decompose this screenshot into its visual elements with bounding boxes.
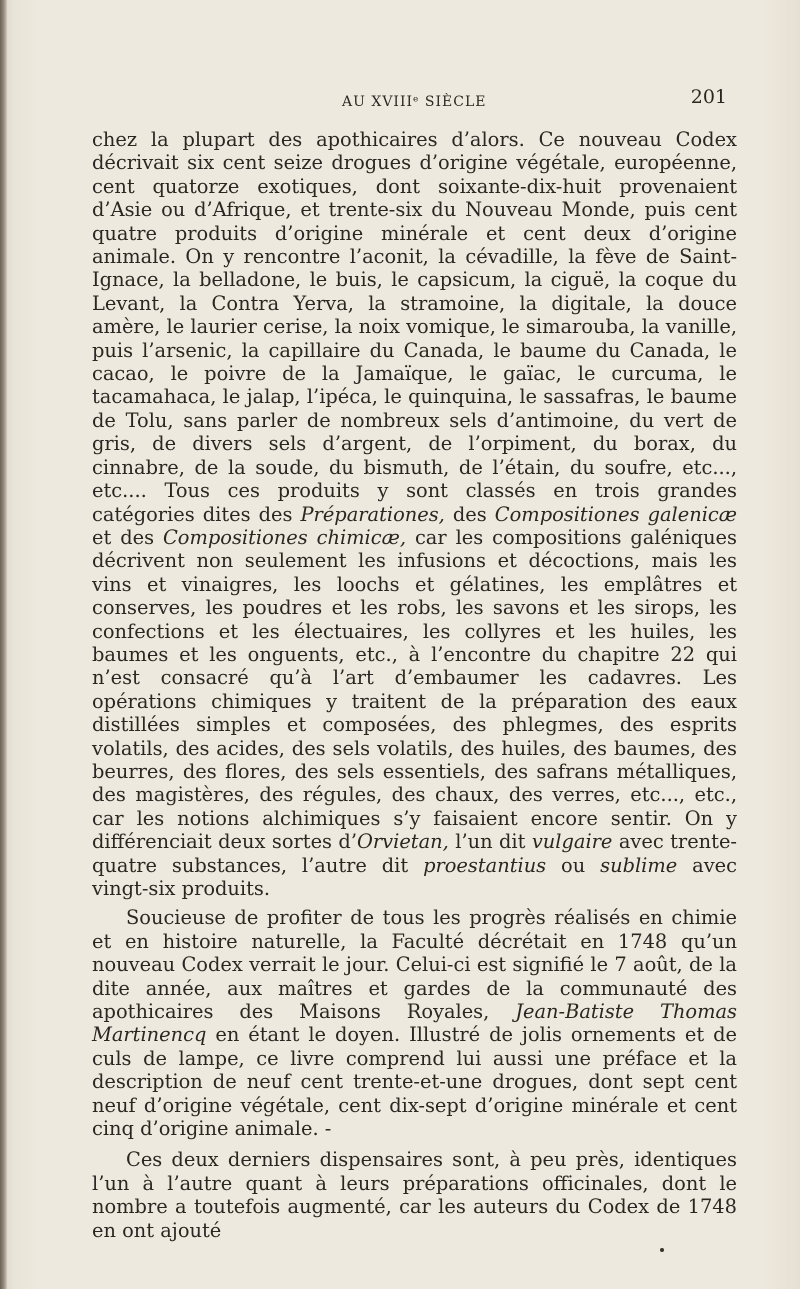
italic-term: Préparationes, <box>300 502 445 526</box>
page-binding-edge <box>0 0 7 1289</box>
text-run: ou <box>546 853 601 877</box>
text-run: avec trente-quatre substances, l’autre dit <box>92 830 737 877</box>
ink-speck <box>660 1248 664 1252</box>
text-run: chez la plupart des apothicaires d’alors. Ce nouveau Codex décrivait six cent seize drogues d’origine végétale, européenne, cent quatorze exotiques, dont soixante-dix-huit provenaient d’Asie ou d’Afrique, et trente-six du Nouveau Monde, puis cent quatre produits d’origine minérale et cent deux d’origine animale. On y rencontre l’aconit, la cévadille, la fève de Saint-Ignace, la belladone, le buis, le capsicum, la ciguë, la coque du Levant, la Contra Yerva, la stramoine, la digitale, la douce amère, le laurier cerise, la noix vomique, le simarouba, la vanille, puis l’arsenic, la capillaire du Canada, le baume du Canada, le cacao, le poivre de la Jamaïque, le gaïac, le curcuma, le tacamahaca, le jalap, l’ipéca, le quinquina, le sassafras, le baume de Tolu, sans parler de nombreux sels d’antimoine, du vert de gris, de divers sels d’argent, de l’orpiment, du borax, du cinnabre, de la soude, du bismuth, de l’étain, du soufre, etc..., etc.... Tous ces produits y sont classés en trois grandes catégories dites des <box>92 128 737 526</box>
italic-term: Compositiones galenicæ <box>494 502 737 526</box>
italic-term: vulgaire <box>531 830 613 854</box>
body-text <box>92 128 737 1242</box>
text-run: avec vingt-six produits. <box>92 853 738 900</box>
text-run: car les compositions galéniques décrivent non seulement les infusions et décoctions, mais les vins et vinaigres, les loochs et gélatines, les emplâtres et conserves, les poudres et les robs, les savons et les sirops, les confections et les électuaires, les collyres et les huiles, les baumes et les onguents, etc., à l’encontre du chapitre 22 qui n’est consacré qu’à l’art d’embaumer les cadavres. Les opérations chimiques y traitent de la préparation des eaux distillées simples et composées, des phlegmes, des esprits volatils, des acides, des sels volatils, des huiles, des baumes, des beurres, des flores, des sels essentiels, des safrans métalliques, des magistères, des régules, des chaux, des verres, etc..., etc., car les notions alchimiques s’y faisaient encore sentir. On y différenciait deux sortes d’ <box>92 525 737 854</box>
italic-term: Compositiones chimicæ, <box>162 525 407 549</box>
page-number: 201 <box>690 86 727 108</box>
paragraph-1 <box>92 128 737 900</box>
paragraph-3 <box>92 1148 737 1242</box>
italic-name: Jean-Batiste Thomas Martinencq <box>92 1000 738 1047</box>
running-head <box>92 84 737 114</box>
text-run: Soucieuse de profiter de tous les progrès réalisés en chimie et en histoire naturelle, la Faculté décrétait en 1748 qu’un nouveau Codex verrait le jour. Celui-ci est signifié le 7 août, de la dite année, aux maîtres et gardes de la communauté des apothicaires des Maisons Royales, <box>92 906 737 1024</box>
text-run: Ces deux derniers dispensaires sont, à peu près, identiques l’un à l’autre quant à leurs préparations officinales, dont le nombre a toutefois augmenté, car les auteurs du Codex de 1748 en ont ajouté <box>92 1148 737 1242</box>
italic-term: Orvietan, <box>357 830 449 854</box>
paragraph-2 <box>92 906 737 1140</box>
italic-term: sublime <box>600 853 678 877</box>
text-run: et des <box>92 525 163 549</box>
text-run: en étant le doyen. Illustré de jolis ornements et de culs de lampe, ce livre comprend lui aussi une préface et la description de neuf cent trente-et-une drogues, dont sept cent neuf d’origine végétale, cent dix-sept d’origine minérale et cent cinq d’origine animale. - <box>92 1023 737 1141</box>
italic-term: proestantius <box>423 853 547 877</box>
text-run: des <box>444 502 495 526</box>
running-head-title: AU XVIIIᵉ SIÈCLE <box>342 94 487 110</box>
text-run: l’un dit <box>448 830 532 854</box>
